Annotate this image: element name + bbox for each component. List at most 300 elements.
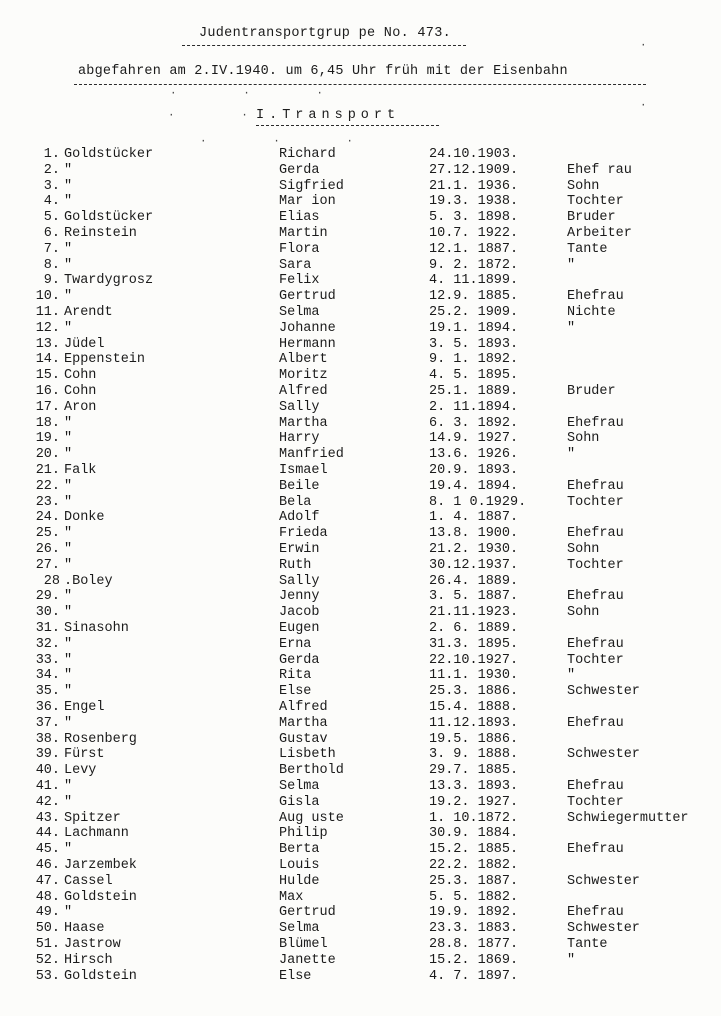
birth-date: 20.9. 1893. (429, 463, 519, 478)
surname: Jastrow (64, 937, 121, 952)
first-name: Frieda (279, 526, 328, 542)
roster-row (0, 969, 721, 985)
birth-date: 21.1. 1936. (429, 178, 519, 194)
surname: " (64, 241, 73, 257)
birth-date: 15.2. 1885. (429, 842, 519, 858)
entry-number: 18. (35, 415, 60, 431)
birth-date: 3. 5. 1887. (429, 589, 519, 605)
entry-number: 34. (35, 668, 60, 684)
birth-date: 11.12.1893. (429, 715, 519, 731)
birth-date: 19.2. 1927. (429, 794, 519, 810)
surname: Cassel (64, 873, 113, 889)
entry-number: 36. (35, 700, 60, 715)
surname: Hirsch (64, 952, 113, 968)
roster-row (0, 779, 721, 795)
relationship: Tante (567, 241, 608, 257)
first-name: Sally (279, 573, 320, 589)
birth-date: 6. 3. 1892. (429, 415, 519, 431)
birth-date: 9. 1. 1892. (429, 352, 519, 368)
roster-row (0, 226, 721, 242)
surname: " (64, 447, 73, 463)
entry-number: 7. (43, 241, 60, 257)
entry-number: 12. (35, 320, 60, 336)
birth-date: 25.2. 1909. (429, 305, 519, 320)
title-underline (182, 45, 466, 46)
surname: " (64, 415, 73, 431)
birth-date: 3. 9. 1888. (429, 747, 519, 763)
surname: " (64, 257, 73, 273)
entry-number: 14. (35, 352, 60, 368)
surname: Jarzembek (64, 858, 137, 873)
surname: Engel (64, 700, 105, 715)
entry-number: 22. (35, 478, 60, 494)
entry-number: 6. (43, 226, 60, 241)
first-name: Aug uste (279, 810, 344, 826)
birth-date: 30.9. 1884. (429, 826, 519, 842)
entry-number: 4. (43, 194, 60, 210)
entry-number: 1. (43, 147, 60, 162)
relationship: Ehefrau (567, 589, 624, 605)
birth-date: 10.7. 1922. (429, 226, 519, 241)
birth-date: 22.10.1927. (429, 652, 519, 668)
birth-date: 19.9. 1892. (429, 905, 519, 921)
surname: " (64, 794, 73, 810)
surname: Aron (64, 399, 97, 415)
relationship: Ehefrau (567, 842, 624, 858)
first-name: Else (279, 684, 312, 700)
surname: Cohn (64, 384, 97, 399)
surname: Goldstein (64, 889, 137, 905)
birth-date: 9. 2. 1872. (429, 257, 519, 273)
relationship: Sohn (567, 605, 600, 621)
entry-number: 33. (35, 652, 60, 668)
first-name: Adolf (279, 510, 320, 526)
entry-number: 46. (35, 858, 60, 873)
birth-date: 30.12.1937. (429, 557, 519, 573)
first-name: Louis (279, 858, 320, 873)
first-name: Beile (279, 478, 320, 494)
surname: " (64, 289, 73, 305)
entry-number: 2. (43, 162, 60, 178)
first-name: Jenny (279, 589, 320, 605)
first-name: Hulde (279, 873, 320, 889)
birth-date: 25.3. 1887. (429, 873, 519, 889)
first-name: Selma (279, 305, 320, 320)
birth-date: 11.1. 1930. (429, 668, 519, 684)
first-name: Max (279, 889, 304, 905)
relationship: Bruder (567, 384, 616, 399)
relationship: Schwester (567, 921, 640, 937)
relationship: Ehefrau (567, 415, 624, 431)
first-name: Johanne (279, 320, 336, 336)
relationship: Ehefrau (567, 478, 624, 494)
roster-row (0, 653, 721, 669)
birth-date: 27.12.1909. (429, 162, 519, 178)
surname: Falk (64, 463, 97, 478)
surname: Goldstücker (64, 210, 154, 226)
birth-date: 19.1. 1894. (429, 320, 519, 336)
relationship: Tochter (567, 652, 624, 668)
roster-row (0, 273, 721, 289)
first-name: Lisbeth (279, 747, 336, 763)
relationship: Nichte (567, 305, 616, 320)
surname: " (64, 605, 73, 621)
entry-number: 13. (35, 336, 60, 352)
entry-number: 17. (35, 399, 60, 415)
surname: " (64, 178, 73, 194)
surname: Sinasohn (64, 621, 129, 636)
entry-number: 51. (35, 937, 60, 952)
transport-heading: I.Transport (256, 108, 401, 123)
roster-row (0, 258, 721, 274)
roster-row (0, 179, 721, 195)
surname: Twardygrosz (64, 273, 154, 289)
entry-number: 52. (35, 952, 60, 968)
roster-row (0, 826, 721, 842)
entry-number: 10. (35, 289, 60, 305)
birth-date: 12.9. 1885. (429, 289, 519, 305)
first-name: Berthold (279, 763, 344, 779)
first-name: Hermann (279, 336, 336, 352)
entry-number: 28 (43, 573, 60, 589)
roster-row (0, 763, 721, 779)
first-name: Elias (279, 210, 320, 226)
first-name: Erwin (279, 542, 320, 557)
surname: Reinstein (64, 226, 137, 241)
roster-row (0, 163, 721, 179)
roster-row (0, 337, 721, 353)
birth-date: 21.11.1923. (429, 605, 519, 621)
entry-number: 53. (35, 968, 60, 984)
relationship: Schwester (567, 747, 640, 763)
roster-row (0, 747, 721, 763)
roster-row (0, 589, 721, 605)
entry-number: 44. (35, 826, 60, 842)
roster-row (0, 905, 721, 921)
birth-date: 2. 11.1894. (429, 399, 519, 415)
surname: " (64, 320, 73, 336)
birth-date: 22.2. 1882. (429, 858, 519, 873)
surname: " (64, 542, 73, 557)
relationship: " (567, 257, 576, 273)
first-name: Sigfried (279, 178, 344, 194)
stray-marks: · · · (170, 88, 354, 100)
entry-number: 35. (35, 684, 60, 700)
birth-date: 3. 5. 1893. (429, 336, 519, 352)
first-name: Martha (279, 415, 328, 431)
surname: " (64, 715, 73, 731)
surname: " (64, 526, 73, 542)
first-name: Flora (279, 241, 320, 257)
entry-number: 45. (35, 842, 60, 858)
first-name: Rita (279, 668, 312, 684)
surname: " (64, 668, 73, 684)
entry-number: 30. (35, 605, 60, 621)
subtitle-underline (74, 84, 646, 85)
birth-date: 13.3. 1893. (429, 779, 519, 794)
first-name: Gerda (279, 652, 320, 668)
stray-marks: · · · (200, 136, 384, 148)
surname: Jüdel (64, 336, 105, 352)
birth-date: 29.7. 1885. (429, 763, 519, 779)
first-name: Albert (279, 352, 328, 368)
relationship: Schwester (567, 684, 640, 700)
surname: " (64, 194, 73, 210)
stray-marks: · (640, 40, 677, 52)
birth-date: 26.4. 1889. (429, 573, 519, 589)
roster-row (0, 242, 721, 258)
birth-date: 24.10.1903. (429, 147, 519, 162)
first-name: Selma (279, 921, 320, 937)
birth-date: 19.3. 1938. (429, 194, 519, 210)
surname: Rosenberg (64, 731, 137, 747)
first-name: Berta (279, 842, 320, 858)
relationship: Sohn (567, 431, 600, 447)
first-name: Harry (279, 431, 320, 447)
first-name: Sara (279, 257, 312, 273)
surname: " (64, 652, 73, 668)
surname: Goldstein (64, 968, 137, 984)
first-name: Ruth (279, 557, 312, 573)
roster-row (0, 558, 721, 574)
entry-number: 23. (35, 494, 60, 510)
entry-number: 20. (35, 447, 60, 463)
roster-row (0, 210, 721, 226)
relationship: Schwiegermutter (567, 810, 689, 826)
roster-row (0, 605, 721, 621)
surname: " (64, 779, 73, 794)
birth-date: 4. 7. 1897. (429, 968, 519, 984)
roster-row (0, 463, 721, 479)
first-name: Selma (279, 779, 320, 794)
relationship: Ehefrau (567, 779, 624, 794)
roster-row (0, 953, 721, 969)
roster-row (0, 621, 721, 637)
roster-row (0, 479, 721, 495)
birth-date: 31.3. 1895. (429, 636, 519, 652)
birth-date: 14.9. 1927. (429, 431, 519, 447)
entry-number: 26. (35, 542, 60, 557)
relationship: " (567, 668, 576, 684)
birth-date: 8. 1 0.1929. (429, 494, 527, 510)
relationship: Tochter (567, 494, 624, 510)
entry-number: 5. (43, 210, 60, 226)
birth-date: 2. 6. 1889. (429, 621, 519, 636)
entry-number: 48. (35, 889, 60, 905)
first-name: Blümel (279, 937, 328, 952)
roster-row (0, 811, 721, 827)
entry-number: 42. (35, 794, 60, 810)
birth-date: 4. 11.1899. (429, 273, 519, 289)
surname: " (64, 162, 73, 178)
entry-number: 9. (43, 273, 60, 289)
first-name: Felix (279, 273, 320, 289)
birth-date: 19.5. 1886. (429, 731, 519, 747)
birth-date: 4. 5. 1895. (429, 368, 519, 384)
roster-row (0, 874, 721, 890)
surname: " (64, 494, 73, 510)
entry-number: 19. (35, 431, 60, 447)
first-name: Mar ion (279, 194, 336, 210)
relationship: Bruder (567, 210, 616, 226)
entry-number: 40. (35, 763, 60, 779)
surname: " (64, 557, 73, 573)
relationship: Tochter (567, 194, 624, 210)
relationship: Sohn (567, 178, 600, 194)
entry-number: 37. (35, 715, 60, 731)
roster-row (0, 384, 721, 400)
roster-row (0, 194, 721, 210)
surname: " (64, 636, 73, 652)
roster-row (0, 637, 721, 653)
entry-number: 11. (35, 305, 60, 320)
entry-number: 41. (35, 779, 60, 794)
roster-row (0, 431, 721, 447)
relationship: " (567, 320, 576, 336)
first-name: Manfried (279, 447, 344, 463)
roster-row (0, 668, 721, 684)
first-name: Sally (279, 399, 320, 415)
first-name: Gustav (279, 731, 328, 747)
document-subtitle: abgefahren am 2.IV.1940. um 6,45 Uhr früh mit der Eisenbahn (78, 64, 568, 79)
first-name: Martin (279, 226, 328, 241)
first-name: Erna (279, 636, 312, 652)
surname: " (64, 589, 73, 605)
relationship: " (567, 447, 576, 463)
entry-number: 39. (35, 747, 60, 763)
relationship: Tochter (567, 794, 624, 810)
entry-number: 43. (35, 810, 60, 826)
roster-row (0, 937, 721, 953)
roster-row (0, 416, 721, 432)
birth-date: 13.6. 1926. (429, 447, 519, 463)
relationship: Ehef rau (567, 162, 632, 178)
birth-date: 1. 4. 1887. (429, 510, 519, 526)
entry-number: 31. (35, 621, 60, 636)
birth-date: 15.2. 1869. (429, 952, 519, 968)
roster-row (0, 352, 721, 368)
roster-row (0, 526, 721, 542)
entry-number: 3. (43, 178, 60, 194)
entry-number: 50. (35, 921, 60, 937)
first-name: Richard (279, 147, 336, 162)
roster-row (0, 716, 721, 732)
relationship: Ehefrau (567, 715, 624, 731)
entry-number: 29. (35, 589, 60, 605)
roster-row (0, 842, 721, 858)
first-name: Gertrud (279, 905, 336, 921)
entry-number: 16. (35, 384, 60, 399)
stray-marks: · · (168, 110, 278, 122)
relationship: Schwester (567, 873, 640, 889)
first-name: Gisla (279, 794, 320, 810)
surname: " (64, 431, 73, 447)
surname: " (64, 684, 73, 700)
relationship: " (567, 952, 576, 968)
roster-row (0, 305, 721, 321)
surname: Spitzer (64, 810, 121, 826)
first-name: Martha (279, 715, 328, 731)
first-name: Ismael (279, 463, 328, 478)
stray-marks: · (640, 100, 677, 112)
roster-row (0, 700, 721, 716)
surname: Arendt (64, 305, 113, 320)
first-name: Jacob (279, 605, 320, 621)
birth-date: 21.2. 1930. (429, 542, 519, 557)
surname: Eppenstein (64, 352, 146, 368)
birth-date: 25.3. 1886. (429, 684, 519, 700)
entry-number: 38. (35, 731, 60, 747)
roster-row (0, 289, 721, 305)
surname: Haase (64, 921, 105, 937)
roster-row (0, 921, 721, 937)
surname: Levy (64, 763, 97, 779)
first-name: Moritz (279, 368, 328, 384)
roster-row (0, 684, 721, 700)
entry-number: 49. (35, 905, 60, 921)
entry-number: 47. (35, 873, 60, 889)
birth-date: 25.1. 1889. (429, 384, 519, 399)
surname: " (64, 842, 73, 858)
roster-row (0, 890, 721, 906)
document-title: Judentransportgrup pe No. 473. (198, 26, 452, 41)
first-name: Else (279, 968, 312, 984)
first-name: Eugen (279, 621, 320, 636)
birth-date: 23.3. 1883. (429, 921, 519, 937)
entry-number: 25. (35, 526, 60, 542)
first-name: Alfred (279, 384, 328, 399)
birth-date: 5. 5. 1882. (429, 889, 519, 905)
roster-row (0, 858, 721, 874)
birth-date: 15.4. 1888. (429, 700, 519, 715)
birth-date: 1. 10.1872. (429, 810, 519, 826)
roster-row (0, 732, 721, 748)
surname: Goldstücker (64, 147, 154, 162)
roster-row (0, 574, 721, 590)
surname: Lachmann (64, 826, 129, 842)
birth-date: 19.4. 1894. (429, 478, 519, 494)
surname: Donke (64, 510, 105, 526)
roster-row (0, 495, 721, 511)
heading-underline (256, 125, 439, 126)
relationship: Ehefrau (567, 526, 624, 542)
relationship: Tante (567, 937, 608, 952)
first-name: Gertrud (279, 289, 336, 305)
roster-row (0, 321, 721, 337)
birth-date: 12.1. 1887. (429, 241, 519, 257)
surname: Fürst (64, 747, 105, 763)
relationship: Tochter (567, 557, 624, 573)
roster-row (0, 447, 721, 463)
entry-number: 21. (35, 463, 60, 478)
surname: " (64, 478, 73, 494)
roster-row (0, 400, 721, 416)
relationship: Arbeiter (567, 226, 632, 241)
roster-row (0, 368, 721, 384)
relationship: Ehefrau (567, 289, 624, 305)
roster-row (0, 542, 721, 558)
entry-number: 32. (35, 636, 60, 652)
entry-number: 27. (35, 557, 60, 573)
first-name: Bela (279, 494, 312, 510)
entry-number: 8. (43, 257, 60, 273)
entry-number: 15. (35, 368, 60, 384)
first-name: Gerda (279, 162, 320, 178)
entry-number: 24. (35, 510, 60, 526)
relationship: Sohn (567, 542, 600, 557)
first-name: Philip (279, 826, 328, 842)
roster-row (0, 147, 721, 163)
